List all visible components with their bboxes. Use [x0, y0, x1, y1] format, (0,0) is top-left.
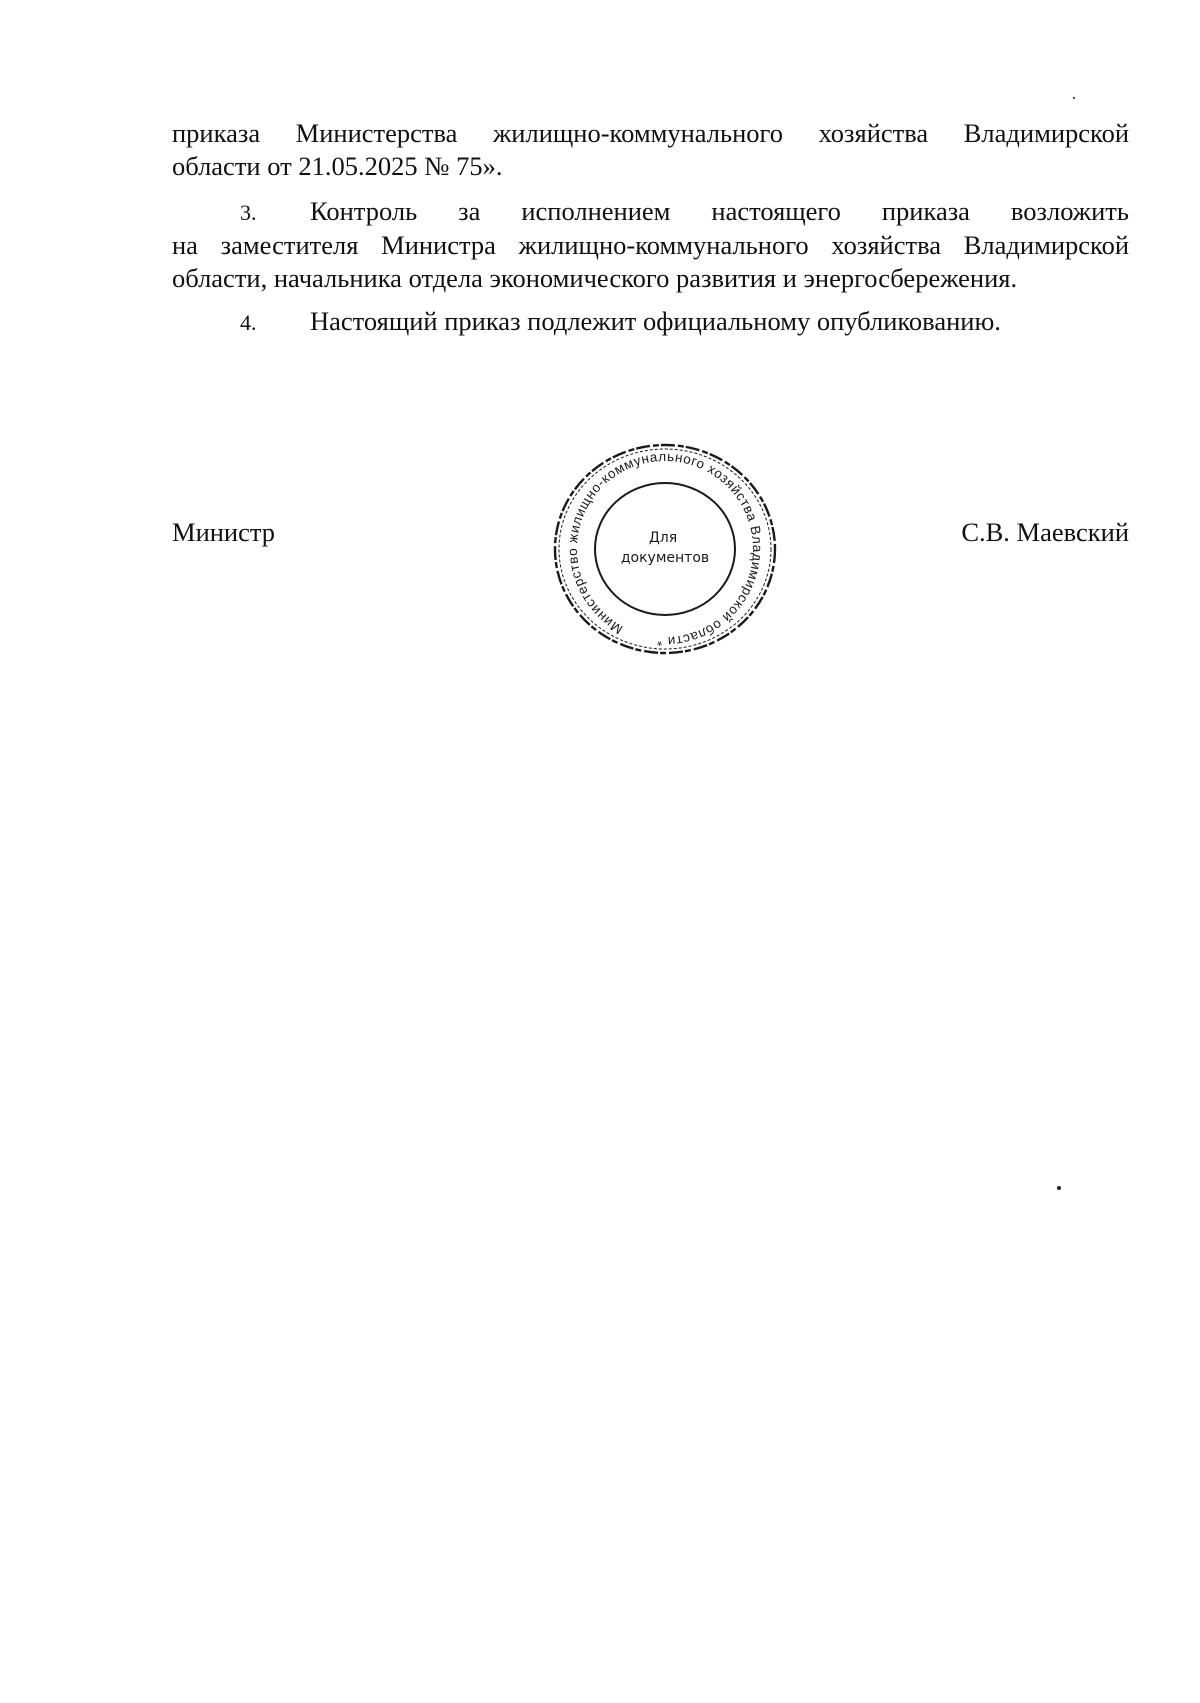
scan-speck	[1073, 97, 1075, 99]
item-4-text: Настоящий приказ подлежит официальному опубликованию.	[310, 306, 1001, 336]
paragraph-item-3	[172, 195, 1129, 295]
item-3-first-line	[172, 195, 1129, 229]
item-4-number: 4.	[240, 310, 257, 335]
item-3-rest: на заместителя Министра жилищно-коммунального хозяйства Владимирской области, начальника отдела экономического развития и энергосбережения.	[172, 230, 1129, 293]
signatory-position: Министр	[172, 517, 276, 547]
paragraph-item-4	[172, 305, 1129, 339]
item-3-number: 3.	[240, 200, 257, 225]
continuation-line-1: приказа Министерства жилищно-коммунального хозяйства Владимирской	[172, 118, 1129, 148]
item-3-word: Контроль	[310, 196, 418, 226]
continuation-line-2: области от 21.05.2025 № 75».	[172, 151, 503, 181]
seal-ring-text-path: Министерство жилищно-коммунального хозяйства Владимирской области *	[564, 448, 766, 650]
item-3-word: за	[458, 196, 481, 226]
official-seal	[551, 438, 779, 660]
paragraph-continuation	[172, 117, 1129, 183]
item-3-word: приказа	[881, 196, 970, 226]
item-3-word: возложить	[1010, 196, 1129, 226]
seal-outer-ring	[555, 445, 775, 653]
item-3-word: настоящего	[711, 196, 841, 226]
scan-speck	[1057, 1186, 1061, 1190]
seal-center-line-1: Для	[648, 530, 678, 546]
seal-outer-ring-2	[559, 449, 771, 649]
item-3-number-wrap	[172, 195, 417, 229]
signatory-name: С.В. Маевский	[961, 517, 1129, 547]
item-3-word: исполнением	[521, 196, 671, 226]
seal-inner-ring	[595, 483, 735, 615]
seal-center-line-2: документов	[620, 550, 710, 566]
